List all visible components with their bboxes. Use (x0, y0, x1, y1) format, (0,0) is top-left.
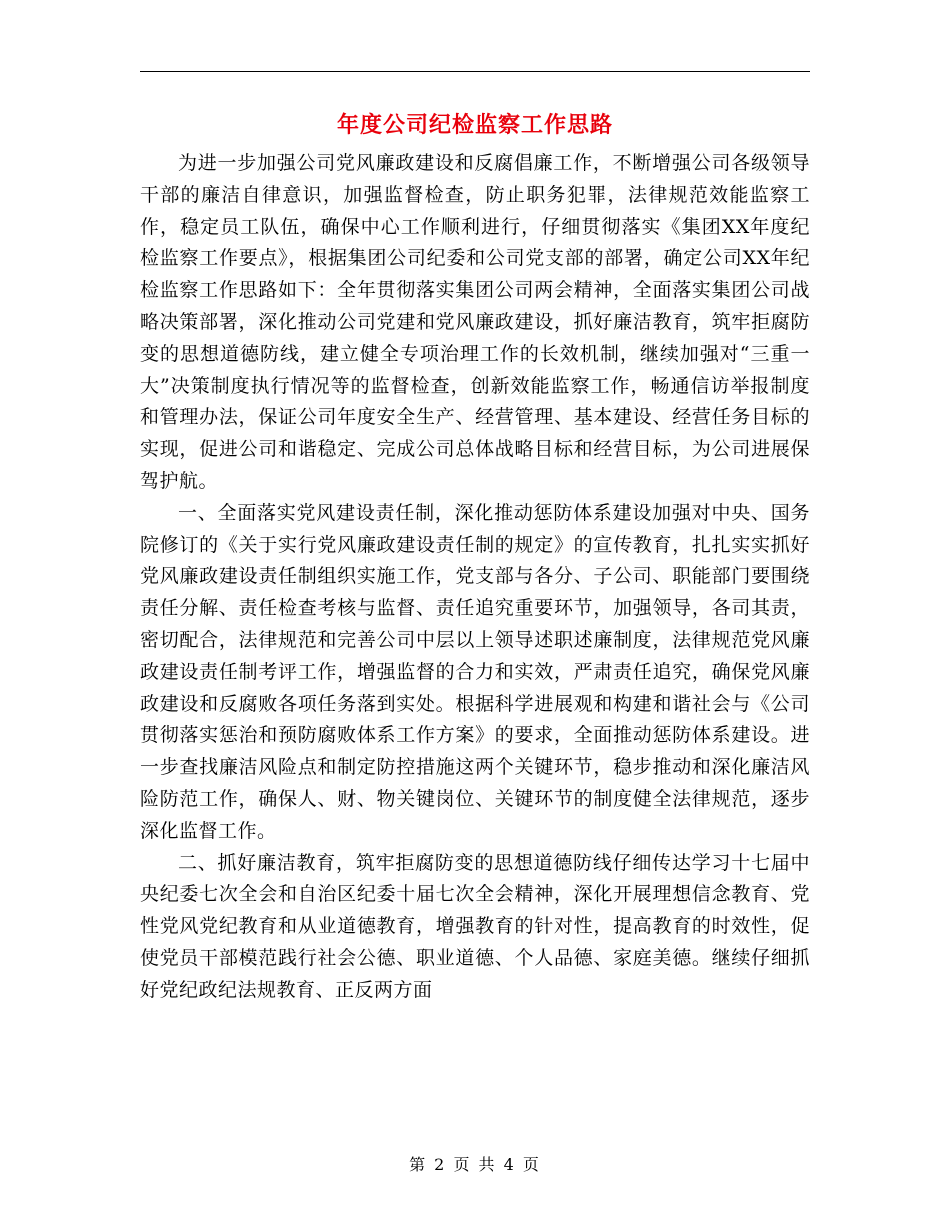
paragraph-intro: 为进一步加强公司党风廉政建设和反腐倡廉工作，不断增强公司各级领导干部的廉洁自律意识，加强监督检查，防止职务犯罪，法律规范效能监察工作，稳定员工队伍，确保中心工作顺利进行，仔细贯彻落实《集团XX年度纪检监察工作要点》，根据集团公司纪委和公司党支部的部署，确定公司XX年纪检监察工作思路如下：全年贯彻落实集团公司两会精神，全面落实集团公司战略决策部署，深化推动公司党建和党风廉政建设，抓好廉洁教育，筑牢拒腐防变的思想道德防线，建立健全专项治理工作的长效机制，继续加强对“三重一大”决策制度执行情况等的监督检查，创新效能监察工作，畅通信访举报制度和管理办法，保证公司年度安全生产、经营管理、基本建设、经营任务目标的实现，促进公司和谐稳定、完成公司总体战略目标和经营目标，为公司进展保驾护航。 (140, 152, 810, 492)
paragraph-section-2: 二、抓好廉洁教育，筑牢拒腐防变的思想道德防线仔细传达学习十七届中央纪委七次全会和自治区纪委十届七次全会精神，深化开展理想信念教育、党性党风党纪教育和从业道德教育，增强教育的针对性，提高教育的时效性，促使党员干部模范践行社会公德、职业道德、个人品德、家庭美德。继续仔细抓好党纪政纪法规教育、正反两方面 (140, 851, 810, 1001)
document-title: 年度公司纪检监察工作思路 (336, 112, 613, 138)
paragraph-section-1: 一、全面落实党风建设责任制，深化推动惩防体系建设加强对中央、国务院修订的《关于实行党风廉政建设责任制的规定》的宣传教育，扎扎实实抓好党风廉政建设责任制组织实施工作，党支部与各分、子公司、职能部门要围绕责任分解、责任检查考核与监督、责任追究重要环节，加强领导，各司其责，密切配合，法律规范和完善公司中层以上领导述职述廉制度，法律规范党风廉政建设责任制考评工作，增强监督的合力和实效，严肃责任追究，确保党风廉政建设和反腐败各项任务落到实处。根据科学进展观和构建和谐社会与《公司贯彻落实惩治和预防腐败体系工作方案》的要求，全面推动惩防体系建设。进一步查找廉洁风险点和制定防控措施这两个关键环节，稳步推动和深化廉洁风险防范工作，确保人、财、物关键岗位、关键环节的制度健全法律规范，逐步深化监督工作。 (140, 501, 810, 842)
page-number-footer: 第 2 页 共 4 页 (409, 1155, 541, 1174)
header-rule (140, 71, 810, 72)
document-body (140, 148, 810, 1007)
